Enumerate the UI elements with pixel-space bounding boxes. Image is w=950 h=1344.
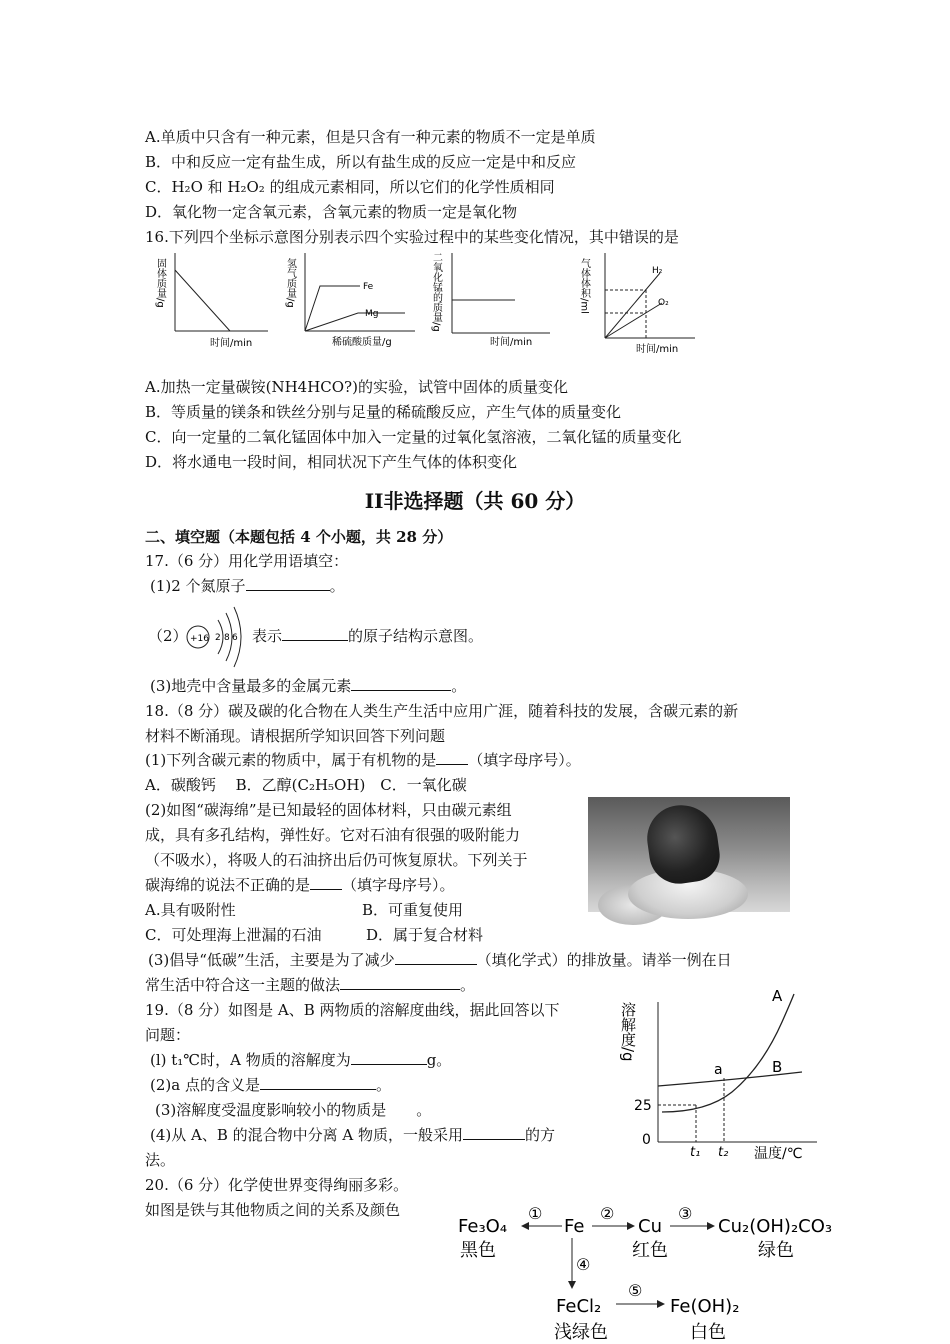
atom-shell-3: 6 [232, 633, 238, 643]
q17-3-end: 。 [451, 677, 467, 695]
q16-option-c: C．向一定量的二氧化锰固体中加入一定量的过氧化氢溶液，二氧化锰的质量变化 [145, 428, 682, 446]
sol-label-a: A [772, 987, 783, 1005]
q18-3-line1 [148, 950, 732, 970]
arrow-1: ① [528, 1204, 543, 1223]
q19-part4-cont: 法。 [145, 1151, 176, 1169]
q19-2-text: (2)a 点的含义是 [150, 1076, 260, 1094]
q16-stem: 16.下列四个坐标示意图分别表示四个实验过程中的某些变化情况，其中错误的是 [145, 228, 679, 246]
node-fe3o4-color: 黑色 [460, 1240, 496, 1261]
graph-c-ylabel: 二氧化锰的质量/g [430, 252, 442, 332]
arrow-3: ③ [678, 1204, 693, 1223]
q18-stem-2: 材料不断涌现。请根据所学知识回答下列问题 [145, 727, 446, 745]
sol-label-b: B [772, 1058, 783, 1076]
q19-1-blank[interactable] [351, 1050, 427, 1065]
arrow-5: ⑤ [628, 1281, 643, 1300]
q19-part1 [150, 1050, 451, 1070]
q17-1-blank[interactable] [246, 576, 330, 591]
q15-option-c: C．H₂O 和 H₂O₂ 的组成元素相同，所以它们的化学性质相同 [145, 178, 555, 196]
node-fecl2: FeCl₂ [556, 1296, 602, 1317]
node-cu2oh2co3-color: 绿色 [758, 1240, 794, 1261]
graph-b-xlabel: 稀硫酸质量/g [332, 337, 392, 348]
q18-2-option-c: C．可处理海上泄漏的石油 [145, 926, 322, 944]
sol-ytick: 25 [634, 1098, 652, 1114]
part2-title: II非选择题（共 60 分） [364, 489, 586, 513]
q15-option-d: D．氧化物一定含氧元素，含氧元素的物质一定是氧化物 [145, 203, 518, 221]
q17-3-blank[interactable] [351, 676, 451, 691]
q19-stem-1: 19.（8 分）如图是 A、B 两物质的溶解度曲线，据此回答以下 [145, 1001, 560, 1019]
node-fe3o4: Fe₃O₄ [458, 1216, 508, 1237]
q18-1-options: A．碳酸钙 B．乙醇(C₂H₅OH) C．一氧化碳 [145, 776, 467, 794]
atom-shell-2: 8 [224, 633, 230, 643]
solubility-chart [619, 982, 822, 1162]
graph-d-o2: O₂ [658, 298, 669, 308]
q18-3-text-2: 常生活中符合这一主题的做法 [145, 976, 341, 994]
q18-3-text: (3)倡导“低碳”生活，主要是为了减少 [148, 951, 395, 969]
node-cu: Cu [638, 1216, 662, 1237]
q18-2-blank[interactable] [310, 875, 342, 890]
graph-b [285, 253, 416, 348]
q18-1-text: (1)下列含碳元素的物质中，属于有机物的是 [145, 751, 437, 769]
q17-2-text: 表示 [252, 627, 283, 645]
q17-1-text: (1)2 个氮原子 [150, 577, 246, 595]
q17-part3 [150, 676, 466, 696]
q18-part1 [145, 750, 581, 770]
node-fecl2-color: 浅绿色 [554, 1322, 608, 1343]
q15-option-b: B．中和反应一定有盐生成，所以有盐生成的反应一定是中和反应 [145, 153, 577, 171]
q19-part4 [150, 1125, 555, 1145]
node-fe: Fe [564, 1216, 585, 1237]
q18-2-line1: (2)如图“碳海绵”是已知最轻的固体材料，只由碳元素组 [145, 801, 512, 819]
q17-1-end: 。 [329, 577, 345, 595]
q15-option-a: A.单质中只含有一种元素，但是只含有一种元素的物质不一定是单质 [145, 128, 596, 146]
graph-a-xlabel: 时间/min [210, 338, 253, 349]
q17-2-prefix: （2） [148, 627, 188, 645]
q17-3-text: (3)地壳中含量最多的金属元素 [150, 677, 352, 695]
sol-ylabel: 溶解度/g [619, 1002, 637, 1062]
sol-point-a: a [714, 1062, 723, 1078]
arrow-4: ④ [576, 1255, 591, 1274]
q18-1-end: （填字母序号）。 [468, 751, 581, 769]
q19-1-end: g。 [426, 1051, 452, 1069]
q18-2-line3: （不吸水），将吸人的石油挤出后仍可恢复原状。下列关于 [145, 851, 528, 869]
q19-4-blank[interactable] [463, 1125, 525, 1140]
atom-structure-diagram [184, 606, 248, 668]
q19-part3: (3)溶解度受温度影响较小的物质是 。 [155, 1101, 432, 1119]
q18-3-blank-1[interactable] [395, 950, 477, 965]
q19-part2 [150, 1075, 391, 1095]
q19-4-end: 的方 [525, 1126, 556, 1144]
node-feoh2-color: 白色 [690, 1322, 726, 1343]
q19-4-text: (4)从 A、B 的混合物中分离 A 物质，一般采用 [150, 1126, 464, 1144]
graph-d-h2: H₂ [652, 266, 663, 276]
q18-2-line2: 成，具有多孔结构，弹性好。它对石油有很强的吸附能力 [145, 826, 521, 844]
q17-part2 [252, 626, 483, 646]
node-feoh2: Fe(OH)₂ [670, 1296, 740, 1317]
graph-c [431, 252, 551, 348]
atom-shell-1: 2 [215, 633, 221, 643]
q18-3-end: 。 [460, 976, 476, 994]
graph-d-ylabel: 气体体积/ml [578, 258, 590, 314]
q19-1-text: (l) t₁℃时，A 物质的溶解度为 [150, 1051, 351, 1069]
q17-stem: 17.（6 分）用化学用语填空： [145, 552, 349, 570]
q16-option-b: B．等质量的镁条和铁丝分别与足量的稀硫酸反应，产生气体的质量变化 [145, 403, 622, 421]
atom-nucleus: +16 [190, 634, 209, 644]
q19-stem-2: 问题： [145, 1026, 191, 1044]
graph-b-ylabel: 氢气质量/g [284, 258, 296, 308]
q18-3-line2 [145, 975, 475, 995]
graph-b-fe: Fe [363, 282, 374, 292]
sol-origin: 0 [642, 1132, 651, 1148]
graph-a-ylabel: 固体质量/g [154, 258, 166, 308]
q20-stem-1: 20.（6 分）化学使世界变得绚丽多彩。 [145, 1176, 409, 1194]
q18-stem-1: 18.（8 分）碳及碳的化合物在人类生产生活中应用广涯，随着科技的发展，含碳元素的新 [145, 702, 739, 720]
iron-relationship-diagram [452, 1196, 842, 1344]
q18-1-blank[interactable] [436, 750, 468, 765]
q16-option-d: D．将水通电一段时间，相同状况下产生气体的体积变化 [145, 453, 518, 471]
q18-2-option-b: B．可重复使用 [362, 901, 464, 919]
graph-a [155, 253, 269, 349]
sol-xlabel: 温度/℃ [754, 1146, 803, 1162]
q20-stem-2: 如图是铁与其他物质之间的关系及颜色 [145, 1201, 401, 1219]
q18-2-text: 碳海绵的说法不正确的是 [145, 876, 311, 894]
q17-part1 [150, 576, 345, 596]
graph-b-mg: Mg [365, 309, 379, 319]
q18-2-option-d: D．属于复合材料 [366, 926, 484, 944]
q19-2-blank[interactable] [260, 1075, 376, 1090]
q16-option-a: A.加热一定量碳铵(NH4HCO?)的实验，试管中固体的质量变化 [145, 378, 568, 396]
q17-2-blank[interactable] [282, 626, 348, 641]
sol-t2: t₂ [718, 1145, 729, 1160]
q19-2-end: 。 [375, 1076, 391, 1094]
section2-heading: 二、填空题（本题包括 4 个小题，共 28 分） [145, 528, 453, 546]
sol-t1: t₁ [690, 1145, 701, 1160]
carbon-sponge-photo [588, 797, 790, 912]
arrow-2: ② [600, 1204, 615, 1223]
node-cu-color: 红色 [632, 1240, 668, 1261]
graph-d [579, 253, 696, 355]
q18-2-end: （填字母序号）。 [342, 876, 455, 894]
q18-3-blank-2[interactable] [340, 975, 460, 990]
q18-3-mid: （填化学式）的排放量。请举一例在日 [476, 951, 732, 969]
q17-2-end: 的原子结构示意图。 [348, 627, 484, 645]
q18-2-option-a: A.具有吸附性 [145, 901, 236, 919]
node-cu2oh2co3: Cu₂(OH)₂CO₃ [718, 1216, 833, 1237]
graph-d-xlabel: 时间/min [636, 344, 679, 355]
q18-2-line4 [145, 875, 455, 895]
graph-c-xlabel: 时间/min [490, 337, 533, 348]
q16-graphs [150, 248, 710, 358]
